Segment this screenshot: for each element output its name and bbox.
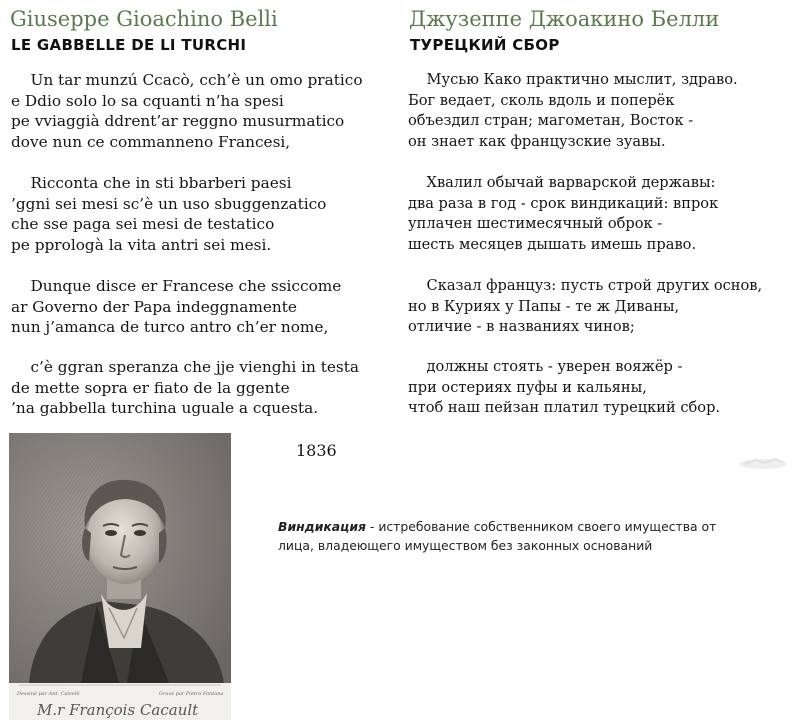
poem-year: 1836 [296,441,337,460]
stanza-russian-2: Хвалил обычай варварской державы: два раза в год - срок виндикаций: впрок уплачен шестимесячный оброк - шесть месяцев дышать имешь право. [408,174,719,253]
stanza-russian-1: Мусью Како практично мыслит, здраво. Бог ведает, сколь вдоль и поперёк объездил стран; магометан, Восток - он знает как французские зуавы. [408,71,738,150]
footnote-term: Виндикация [278,519,366,534]
stanza-russian-4: должны стоять - уверен вояжёр - при остериях пуфы и кальяны, чтоб наш пейзан платил турецкий сбор. [408,358,721,417]
stanza-italian-1: Un tar munzú Ccacò, cch’è un omo pratico e Ddio solo lo sa cquanti n’ha spesi pe vviaggià ddrent’ar reggno musurmatico dove nun ce commanneno Francesi, [11,71,363,151]
author-name-russian: Джузеппе Джоакино Белли [409,7,720,31]
engraver-credit-right: Gravé par Pietro Fontana [159,691,224,697]
stanza-italian-3: Dunque disce er Francese che ssiccome ar Governo der Papa indeggnamente nun j’amanca de turco antro ch’er nome, [11,277,342,337]
poem-title-russian: ТУРЕЦКИЙ СБОР [410,36,560,54]
portrait-engraving [9,433,231,720]
author-name-italian: Giuseppe Gioachino Belli [10,7,278,31]
engraver-credit-left: Dessiné par Ant. Calvelli [17,691,80,697]
stanza-italian-2: Ricconta che in sti bbarberi paesi ’ggni sei mesi sc’è un uso sbuggenzatico che sse paga sei mesi de testatico pe pprologà la vita antri sei mesi. [11,174,327,254]
poem-title-italian: LE GABBELLE DE LI TURCHI [11,36,247,54]
stanza-russian-3: Сказал француз: пусть строй других основ, но в Куриях у Папы - те ж Диваны, отличие - в названиях чинов; [408,277,763,336]
stanza-italian-4: c’è ggran speranza che jje vienghi in testa de mette sopra er fiato de la ggente ’na gabbella turchina uguale a cquesta. [11,358,360,418]
footnote-definition: - истребование собственником своего имущества от лица, владеющего имуществом без законных оснований [278,519,717,553]
footnote [278,517,748,555]
portrait-caption: M.r François Cacault [37,701,199,719]
decorative-smudge [735,452,790,472]
portrait-image [9,433,231,720]
